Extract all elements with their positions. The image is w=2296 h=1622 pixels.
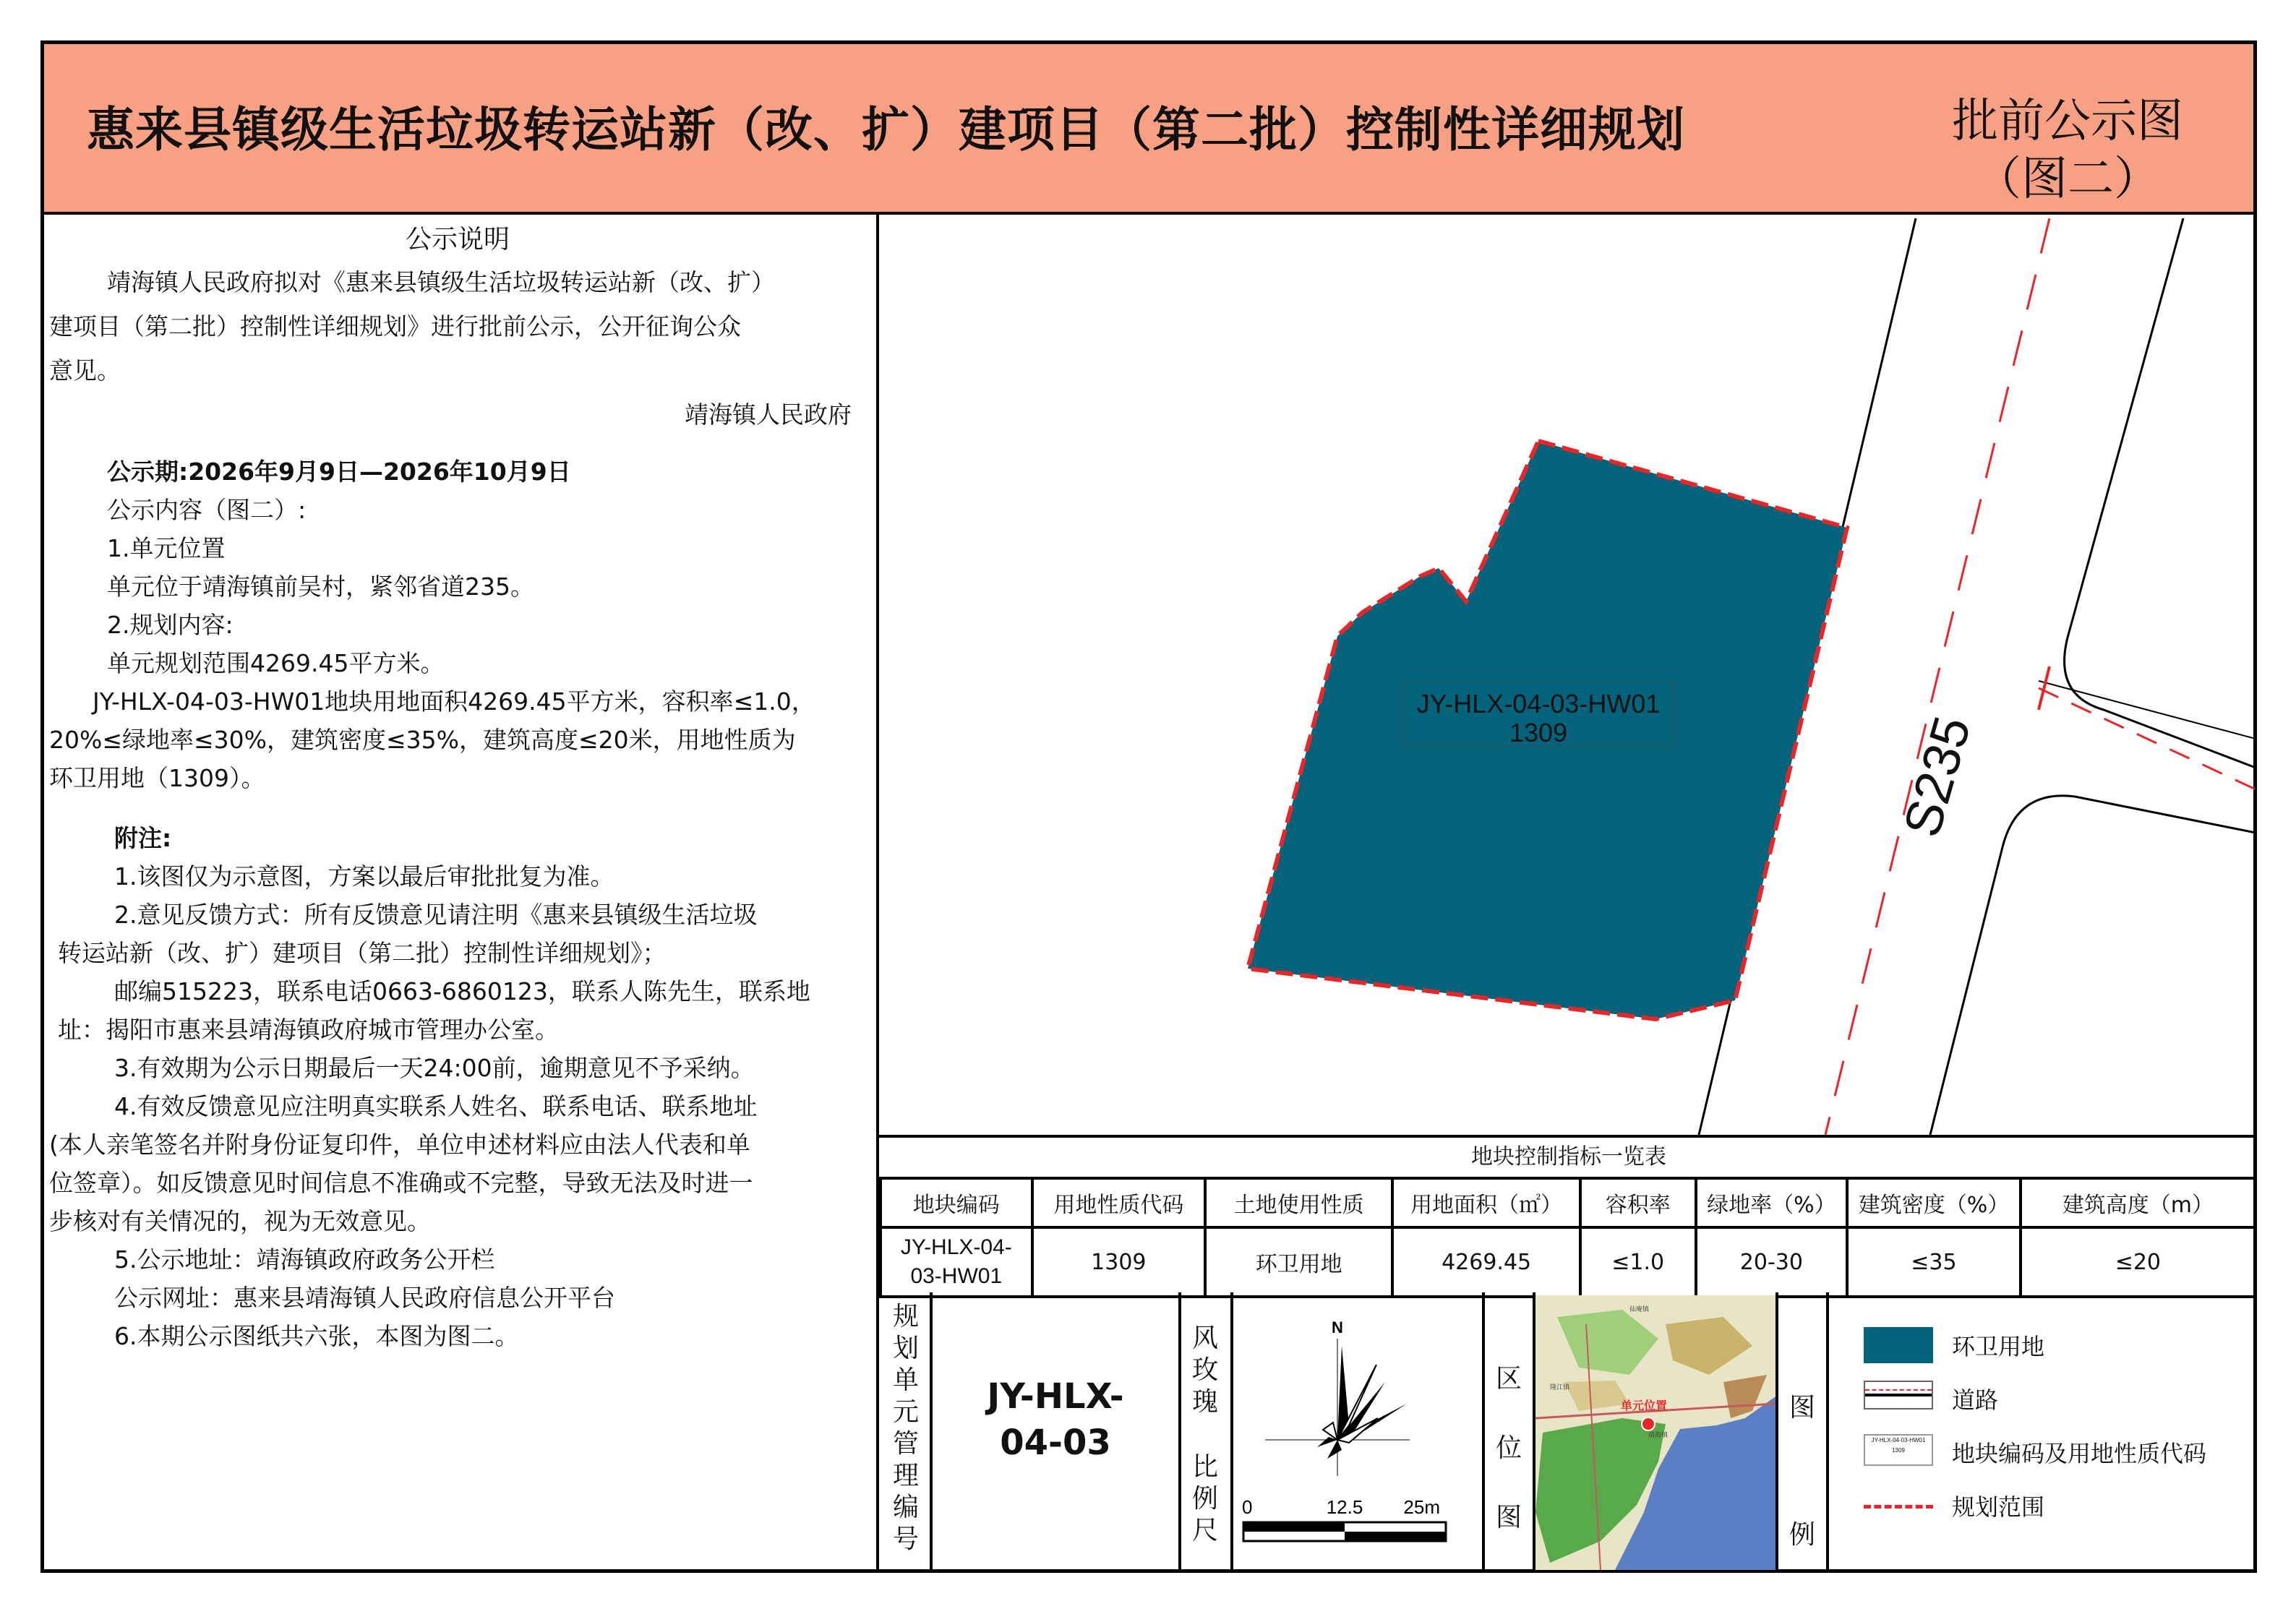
notice-period: 公示期:2026年9月9日—2026年10月9日 (107, 458, 571, 486)
cell-density: ≤35 (1847, 1227, 2021, 1297)
notice-p1-line1: 靖海镇人民政府拟对《惠来县镇级生活垃圾转运站新（改、扩） (107, 268, 775, 296)
legend-text-road: 道路 (1952, 1386, 1999, 1414)
drawing-name-line1: 批前公示图 (1952, 95, 2183, 148)
th-land-use: 土地使用性质 (1205, 1178, 1392, 1227)
unit-location-marker[interactable] (1642, 1417, 1655, 1430)
cell-green: 20-30 (1696, 1227, 1848, 1297)
table-header-row (881, 1178, 2256, 1227)
table-row (881, 1227, 2256, 1297)
item1-heading: 1.单元位置 (107, 534, 226, 562)
notice-panel (49, 220, 866, 1355)
appendix-heading: 附注: (114, 824, 172, 852)
th-density: 建筑密度（%） (1847, 1178, 2021, 1227)
cell-code-line2: 03-HW01 (910, 1264, 1003, 1288)
legend-swatch-code (1864, 1434, 1933, 1466)
site-map[interactable] (882, 218, 2256, 1135)
road-side-line (2039, 681, 2256, 739)
unit-code (933, 1373, 1178, 1466)
location-map-label: 区位图 (1495, 1364, 1522, 1532)
road-label-s235: S235 (1893, 710, 1982, 844)
cell-height: ≤20 (2021, 1227, 2256, 1297)
appendix-2-line2: 转运站新（改、扩）建项目（第二批）控制性详细规划》； (58, 939, 667, 967)
scale-label: 比例尺 (1191, 1452, 1218, 1545)
appendix-6: 6.本期公示图纸共六张，本图为图二。 (114, 1322, 519, 1350)
appendix-1: 1.该图仅为示意图，方案以最后审批批复为准。 (114, 862, 614, 891)
scale-end: 25m (1403, 1496, 1440, 1518)
footer-divider-2 (1178, 1292, 1181, 1573)
plan-title: 惠来县镇级生活垃圾转运站新（改、扩）建项目（第二批）控制性详细规划 (87, 102, 1685, 158)
legend-text-sanitation: 环卫用地 (1952, 1333, 2045, 1360)
th-use-code: 用地性质代码 (1032, 1178, 1205, 1227)
notice-heading: 公示说明 (405, 225, 510, 254)
th-area: 用地面积（㎡） (1392, 1178, 1580, 1227)
location-map[interactable] (1535, 1295, 1775, 1570)
item2-detail-line2: 20%≤绿地率≤30%，建筑密度≤35%，建筑高度≤20米，用地性质为 (49, 726, 796, 754)
notice-p1-line2: 建项目（第二批）控制性详细规划》进行批前公示，公开征询公众 (49, 312, 741, 340)
legend-sample-use: 1309 (1892, 1447, 1905, 1454)
unit-code-line2: 04-03 (1000, 1423, 1111, 1463)
side-road-centerline (2039, 688, 2256, 789)
content-heading: 公示内容（图二）: (107, 496, 307, 524)
parcel-code-label: JY-HLX-04-03-HW01 (1416, 689, 1661, 718)
appendix-3: 3.有效期为公示日期最后一天24:00前，逾期意见不予采纳。 (114, 1054, 755, 1082)
road-edge-east-south (1930, 796, 2256, 1135)
cell-area: 4269.45 (1392, 1227, 1580, 1297)
place-label-2: 隆江镇 (1550, 1384, 1570, 1391)
site-map-svg (882, 218, 2256, 1135)
notes-divider (876, 215, 879, 1573)
item2-text: 单元规划范围4269.45平方米。 (107, 649, 445, 677)
th-far: 容积率 (1580, 1178, 1696, 1227)
unit-code-label: 规划单元管理编号 (892, 1302, 919, 1554)
cell-code-line1: JY-HLX-04- (900, 1235, 1012, 1259)
legend-road-centerline (1865, 1389, 1932, 1391)
wind-rose-petal-nw (1323, 1423, 1337, 1440)
legend-label: 图例 (1789, 1393, 1815, 1550)
footer-divider-6 (1775, 1292, 1778, 1573)
legend-text-boundary: 规划范围 (1952, 1493, 2045, 1521)
appendix-4-line3: 位签章）。如反馈意见时间信息不准确或不完整，导致无法及时进一 (49, 1169, 753, 1197)
north-arrow-label: N (1332, 1318, 1343, 1336)
item2-heading: 2.规划内容: (107, 611, 234, 639)
road-centerline (1825, 218, 2049, 1135)
notice-signer: 靖海镇人民政府 (685, 400, 852, 429)
unit-location-label: 单元位置 (1621, 1399, 1668, 1412)
drawing-name-line2: （图二） (1975, 153, 2160, 206)
cell-far: ≤1.0 (1580, 1227, 1696, 1297)
scale-bar-fill-1 (1243, 1522, 1345, 1532)
appendix-4-line4: 步核对有关情况的，视为无效意见。 (49, 1207, 431, 1235)
legend-road-line (1865, 1394, 1932, 1396)
th-green: 绿地率（%） (1696, 1178, 1848, 1227)
wind-rose-scale-graphic (1233, 1295, 1482, 1570)
legend-swatch-boundary (1864, 1505, 1933, 1509)
legend-swatch-sanitation (1864, 1327, 1933, 1363)
appendix-2-line4: 址：揭阳市惠来县靖海镇政府城市管理办公室。 (58, 1016, 559, 1044)
th-height: 建筑高度（m） (2021, 1178, 2256, 1227)
legend-text-code: 地块编码及用地性质代码 (1952, 1440, 2207, 1467)
appendix-2-line1: 2.意见反馈方式：所有反馈意见请注明《惠来县镇级生活垃圾 (114, 901, 758, 929)
appendix-4-line2: (本人亲笔签名并附身份证复印件，单位申述材料应由法人代表和单 (49, 1130, 750, 1159)
scale-zero: 0 (1242, 1496, 1253, 1518)
item1-text: 单元位于靖海镇前吴村，紧邻省道235。 (107, 572, 534, 601)
cell-use-code: 1309 (1032, 1227, 1205, 1297)
legend-swatch-road (1864, 1381, 1933, 1409)
cell-code (881, 1227, 1032, 1297)
th-code: 地块编码 (881, 1178, 1032, 1227)
control-table-title: 地块控制指标一览表 (1471, 1144, 1666, 1170)
legend-sample-code: JY-HLX-04-03-HW01 (1871, 1437, 1926, 1443)
control-table (879, 1177, 2257, 1298)
appendix-2-line3: 邮编515223，联系电话0663-6860123，联系人陈先生，联系地 (114, 977, 810, 1005)
wind-rose-label: 风玫瑰 (1191, 1323, 1218, 1417)
appendix-5: 5.公示地址：靖海镇政府政务公开栏 (114, 1245, 495, 1274)
item2-detail-line3: 环卫用地（1309）。 (49, 764, 265, 792)
road-edge-east-north (2065, 218, 2256, 768)
footer-divider-4 (1482, 1292, 1485, 1573)
footer-divider-7 (1826, 1292, 1829, 1573)
appendix-4-line1: 4.有效反馈意见应注明真实联系人姓名、联系电话、联系地址 (114, 1092, 758, 1120)
scale-mid: 12.5 (1326, 1496, 1363, 1518)
unit-code-line1: JY-HLX- (987, 1376, 1124, 1417)
scale-bar-fill-2 (1345, 1532, 1446, 1541)
item2-detail-line1: JY-HLX-04-03-HW01地块用地面积4269.45平方米，容积率≤1.0， (93, 687, 815, 716)
notice-p1-line3: 意见。 (49, 356, 121, 385)
parcel-use-label: 1309 (1509, 718, 1568, 747)
cell-land-use: 环卫用地 (1205, 1227, 1392, 1297)
place-label-3: 靖海镇 (1648, 1432, 1669, 1439)
appendix-5-web: 公示网址：惠来县靖海镇人民政府信息公开平台 (114, 1284, 615, 1312)
place-label-1: 仙庵镇 (1629, 1306, 1650, 1313)
